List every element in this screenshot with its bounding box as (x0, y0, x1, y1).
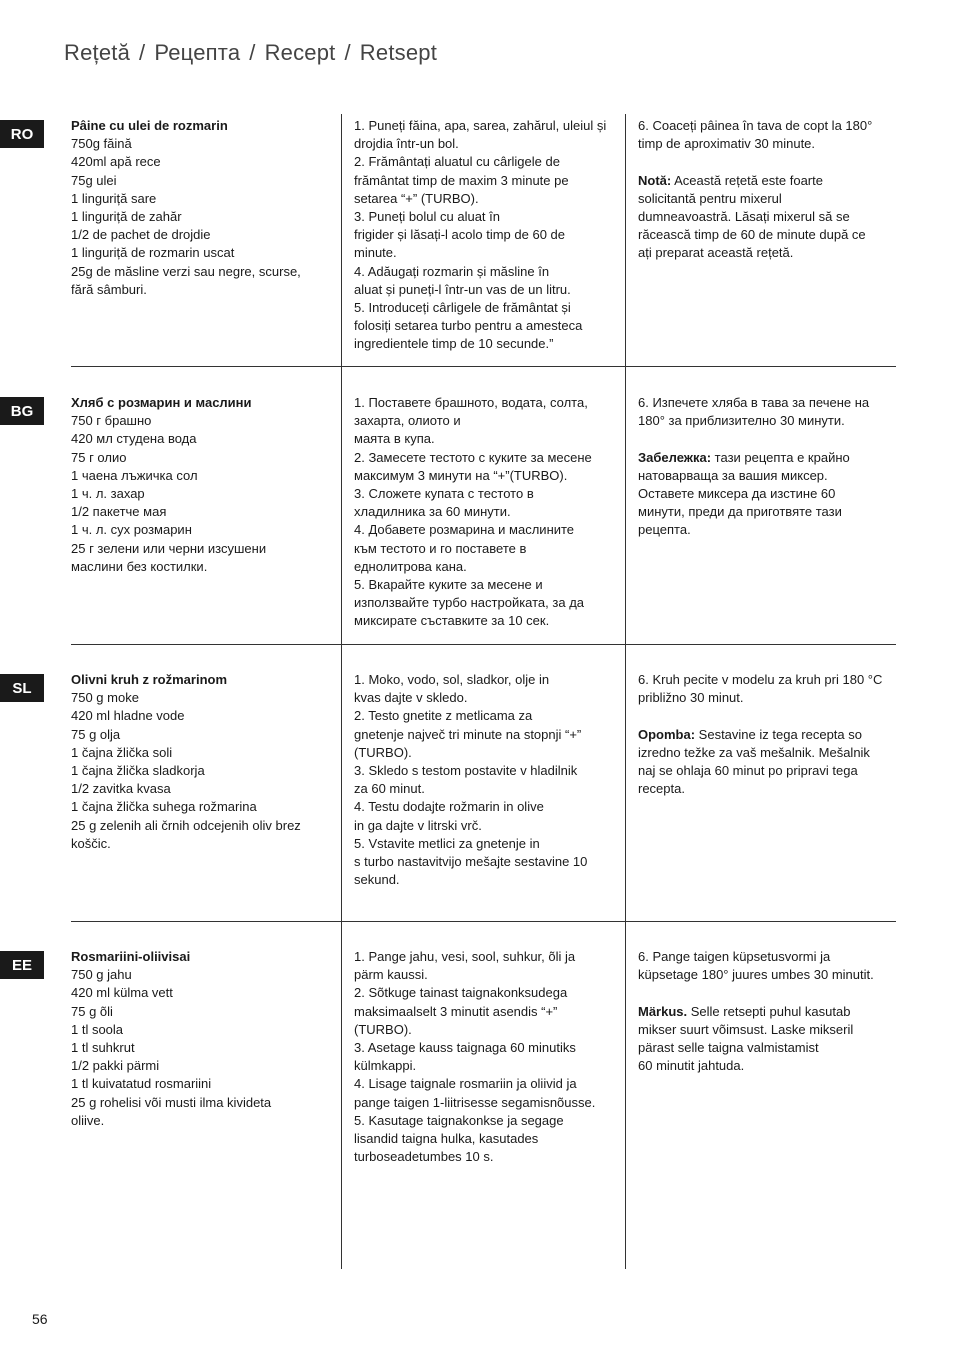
step-line: ingredientele timp de 10 secunde.” (354, 336, 554, 352)
step-line: pange taigen 1-liitrisesse segamisnõusse. (354, 1094, 596, 1110)
step-line: към тестото и го поставете в (354, 540, 527, 556)
step-line: маята в купа. (354, 431, 435, 447)
note-label: Opomba: (638, 726, 696, 742)
step-line: 4. Adăugați rozmarin și măsline în (354, 263, 550, 279)
note-line (638, 1057, 900, 1075)
ingredient-line: 420 мл студена вода (71, 431, 197, 447)
ingredient-line: 25 г зелени или черни изсушени (71, 540, 267, 556)
step-line: миксирате съставките за 10 сек. (354, 613, 550, 629)
note-text: recepta. (638, 781, 685, 797)
step-line: 3. Сложете купата с тестото в (354, 486, 534, 502)
ingredient-line: 1 linguriță de rozmarin uscat (71, 245, 235, 261)
step-line: drojdia într-un bol. (354, 136, 459, 152)
recipe-title: Хляб с розмарин и маслини (71, 395, 252, 410)
title-bg: Рецепта (154, 40, 241, 65)
note-line (638, 467, 900, 485)
note-text: натоварваща за вашия миксер. (638, 467, 828, 483)
step-line: 2. Frământați aluatul cu cârligele de (354, 154, 560, 170)
note-text: mikser suurt võimsust. Laske mikseril (638, 1021, 854, 1037)
ingredient-line: 75g ulei (71, 172, 117, 188)
step-line: turboseadetumbes 10 s. (354, 1149, 494, 1165)
ingredient-line: 420 ml külma vett (71, 985, 173, 1001)
ingredient-line: 750 г брашно (71, 413, 152, 429)
step-line: 5. Kasutage taignakonkse ja segage (354, 1112, 564, 1128)
step-line: frigider și lăsați-l acolo timp de 60 de (354, 227, 565, 243)
ingredient-line: 25 g zelenih ali črnih odcejenih oliv brez (71, 817, 301, 833)
step-line: 4. Добавете розмарина и маслините (354, 522, 575, 538)
step-line: (TURBO). (354, 744, 412, 760)
title-ee: Retsept (359, 40, 438, 65)
step-line: folosiți setarea turbo pentru a amesteca (354, 318, 583, 334)
step-line: s turbo nastavitvijo mešajte sestavine 10 (354, 854, 588, 870)
note-line (638, 1021, 900, 1039)
note-text: izredno težke za vaš mešalnik. Mešalnik (638, 744, 870, 760)
ingredient-line: 1 ч. л. захар (71, 486, 145, 502)
ingredient-line: 25g de măsline verzi sau negre, scurse, (71, 263, 301, 279)
note-line (638, 172, 900, 190)
step-line: lisandid taigna hulka, kasutades (354, 1131, 539, 1147)
ingredient-line: 75 g õli (71, 1003, 113, 1019)
step-line: еднолитрова кана. (354, 558, 467, 574)
note-line (638, 485, 900, 503)
title-separator: / (249, 40, 256, 65)
language-badge: EE (0, 951, 44, 979)
steps-column (354, 117, 616, 354)
step-line: minute. (354, 245, 397, 261)
step-line: 5. Vstavite metlici za gnetenje in (354, 835, 540, 851)
bake-line: timp de aproximativ 30 minute. (638, 136, 816, 152)
baking-note-column (638, 671, 900, 798)
note-text: Această rețetă este foarte (671, 172, 823, 188)
paragraph-gap (638, 430, 900, 448)
page-title (64, 40, 437, 66)
step-line: kvas dajte v skledo. (354, 690, 468, 706)
note-text: рецепта. (638, 522, 691, 538)
paragraph-gap (638, 984, 900, 1002)
ingredient-line: 1 tl kuivatatud rosmariini (71, 1076, 212, 1092)
title-separator: / (139, 40, 146, 65)
ingredient-line: 1/2 пакетче мая (71, 504, 167, 520)
step-line: 5. Вкарайте куките за месене и (354, 577, 543, 593)
step-line: külmkappi. (354, 1058, 417, 1074)
ingredients-column (71, 948, 333, 1130)
column-divider (625, 114, 626, 1269)
bake-line: 6. Kruh pecite v modelu za kruh pri 180 °C (638, 672, 883, 687)
note-line (638, 208, 900, 226)
title-separator: / (344, 40, 351, 65)
ingredient-line: 1 linguriță sare (71, 190, 157, 206)
section-divider (71, 921, 896, 922)
title-ro: Rețetă (64, 40, 131, 65)
step-line: 2. Sõtkuge tainast taignakonksudega (354, 985, 568, 1001)
step-line: 3. Skledo s testom postavite v hladilnik (354, 763, 578, 779)
note-line (638, 762, 900, 780)
steps-column (354, 394, 616, 631)
ingredient-line: koščic. (71, 835, 111, 851)
note-line (638, 1039, 900, 1057)
step-line: gnetenje največ tri minute na stopnji “+” (354, 726, 582, 742)
note-line (638, 226, 900, 244)
note-text: Оставете миксера да изстине 60 (638, 486, 836, 501)
paragraph-gap (638, 153, 900, 171)
language-badge: RO (0, 120, 44, 148)
step-line: in ga dajte v litrski vrč. (354, 817, 482, 833)
steps-column (354, 671, 616, 889)
ingredient-line: 420ml apă rece (71, 154, 161, 170)
steps-column (354, 948, 616, 1166)
ingredient-line: 75 г олио (71, 449, 127, 465)
ingredient-line: fără sâmburi. (71, 281, 147, 297)
ingredient-line: 1 tl soola (71, 1021, 124, 1037)
ingredient-line: 75 g olja (71, 726, 121, 742)
baking-note-column (638, 117, 900, 263)
note-label: Notă: (638, 172, 672, 188)
note-line (638, 521, 900, 539)
step-line: pärm kaussi. (354, 967, 428, 983)
step-line: setarea “+” (TURBO). (354, 190, 479, 206)
note-label: Забележка: (638, 449, 712, 465)
note-line (638, 190, 900, 208)
step-line: 1. Поставете брашното, водата, солта, (354, 395, 588, 410)
note-text: ați preparat această rețetă. (638, 245, 794, 261)
bake-line: küpsetage 180° juures umbes 30 minutit. (638, 967, 874, 983)
ingredient-line: маслини без костилки. (71, 558, 208, 574)
ingredient-line: 750 g jahu (71, 967, 132, 983)
bake-line: 180° за приблизително 30 минути. (638, 413, 845, 429)
step-line: sekund. (354, 872, 400, 888)
note-line (638, 780, 900, 798)
bake-line: 6. Coaceți pâinea în tava de copt la 180° (638, 118, 873, 133)
step-line: 4. Testu dodajte rožmarin in olive (354, 799, 544, 815)
note-line (638, 503, 900, 521)
ingredient-line: 25 g rohelisi või musti ilma kivideta (71, 1094, 272, 1110)
column-divider (341, 114, 342, 1269)
note-line (638, 1003, 900, 1021)
page-number: 56 (32, 1311, 48, 1327)
ingredient-line: 1 чаена лъжичка сол (71, 467, 198, 483)
step-line: 5. Introduceți cârligele de frământat și (354, 300, 571, 316)
ingredient-line: 1/2 zavitka kvasa (71, 781, 171, 797)
step-line: 2. Testo gnetite z metlicama za (354, 708, 533, 724)
note-text: dumneavoastră. Lăsați mixerul să se (638, 209, 850, 224)
bake-line: 6. Изпечете хляба в тава за печене на (638, 395, 870, 410)
ingredient-line: 1 čajna žlička suhega rožmarina (71, 799, 257, 815)
bake-line: 6. Pange taigen küpsetusvormi ja (638, 949, 831, 964)
ingredient-line: 1/2 de pachet de drojdie (71, 227, 211, 243)
note-text: Selle retsepti puhul kasutab (687, 1003, 851, 1019)
step-line: aluat și puneți-l într-un vas de un litru. (354, 281, 571, 297)
recipe-title: Pâine cu ulei de rozmarin (71, 118, 228, 133)
ingredients-column (71, 394, 333, 576)
step-line: 3. Puneți bolul cu aluat în (354, 209, 500, 225)
title-sl: Recept (264, 40, 336, 65)
step-line: 1. Pange jahu, vesi, sool, suhkur, õli ja (354, 949, 576, 964)
step-line: захарта, олиото и (354, 413, 461, 429)
paragraph-gap (638, 707, 900, 725)
step-line: максимум 3 минути на “+”(TURBO). (354, 467, 568, 483)
bake-line: približno 30 minut. (638, 690, 744, 706)
language-badge: SL (0, 674, 44, 702)
note-text: solicitantă pentru mixerul (638, 190, 782, 206)
ingredient-line: oliive. (71, 1112, 105, 1128)
step-line: 1. Moko, vodo, sol, sladkor, olje in (354, 672, 550, 687)
section-divider (71, 366, 896, 367)
note-line (638, 744, 900, 762)
step-line: za 60 minut. (354, 781, 425, 797)
step-line: 4. Lisage taignale rosmariin ja oliivid ja (354, 1076, 577, 1092)
ingredients-column (71, 117, 333, 299)
language-badge: BG (0, 397, 44, 425)
ingredient-line: 1 linguriță de zahăr (71, 209, 182, 225)
ingredient-line: 1 ч. л. сух розмарин (71, 522, 192, 538)
step-line: frământat timp de maxim 3 minute pe (354, 172, 569, 188)
step-line: 1. Puneți făina, apa, sarea, zahărul, uleiul și (354, 118, 607, 133)
ingredient-line: 750g făină (71, 136, 132, 152)
step-line: (TURBO). (354, 1021, 412, 1037)
note-text: pärast selle taigna valmistamist (638, 1040, 819, 1055)
ingredient-line: 1/2 pakki pärmi (71, 1058, 160, 1074)
note-text: naj se ohlaja 60 minut po pripravi tega (638, 763, 858, 778)
ingredient-line: 1 čajna žlička soli (71, 744, 173, 760)
step-line: maksimaalselt 3 minutit asendis “+” (354, 1003, 558, 1019)
step-line: хладилника за 60 минути. (354, 504, 511, 520)
note-text: 60 minutit jahtuda. (638, 1058, 745, 1074)
step-line: 3. Asetage kauss taignaga 60 minutiks (354, 1040, 576, 1056)
step-line: използвайте турбо настройката, за да (354, 595, 585, 611)
ingredient-line: 1 tl suhkrut (71, 1040, 135, 1056)
note-text: минути, преди да приготвяте тази (638, 504, 842, 520)
ingredients-column (71, 671, 333, 853)
section-divider (71, 644, 896, 645)
baking-note-column (638, 948, 900, 1075)
baking-note-column (638, 394, 900, 540)
ingredient-line: 1 čajna žlička sladkorja (71, 763, 205, 779)
note-text: тази рецепта е крайно (711, 449, 850, 465)
note-label: Märkus. (638, 1003, 688, 1019)
step-line: 2. Замесете тестото с куките за месене (354, 449, 592, 465)
note-text: Sestavine iz tega recepta so (695, 726, 862, 742)
note-line (638, 726, 900, 744)
recipe-title: Olivni kruh z rožmarinom (71, 672, 228, 687)
note-text: răcească timp de 60 de minute după ce (638, 227, 866, 243)
note-line (638, 449, 900, 467)
ingredient-line: 420 ml hladne vode (71, 708, 185, 724)
recipe-title: Rosmariini-oliivisai (71, 949, 191, 964)
ingredient-line: 750 g moke (71, 690, 139, 706)
note-line (638, 244, 900, 262)
